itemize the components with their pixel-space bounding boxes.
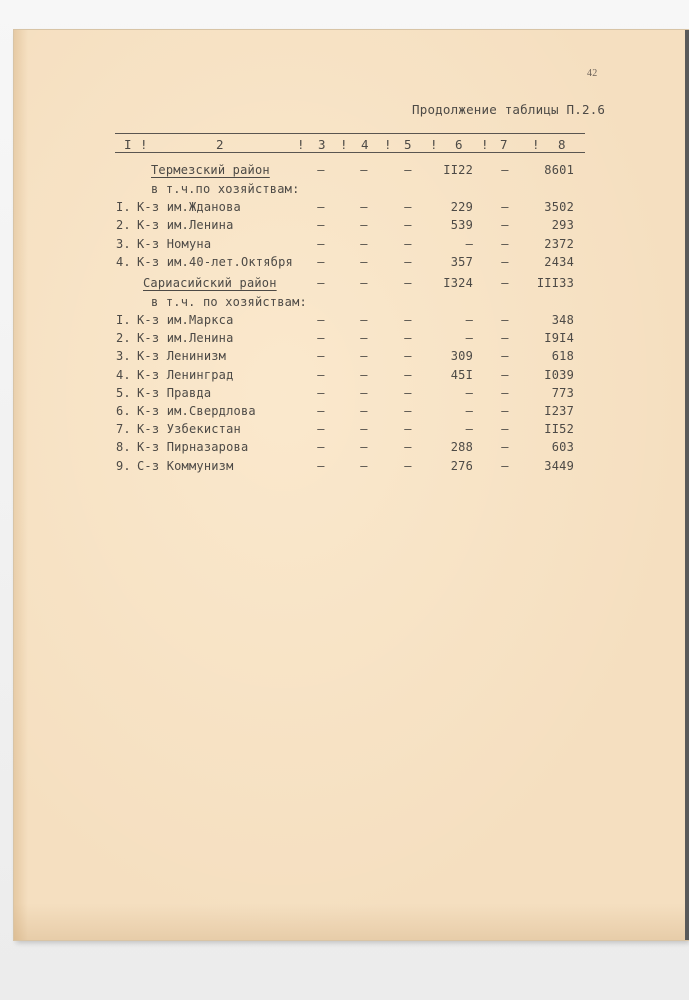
table-caption: Продолжение таблицы П.2.6 <box>412 102 606 117</box>
col-separator: ! <box>532 137 540 152</box>
farm-name: К-з Узбекистан <box>137 422 241 436</box>
cell-c6: – <box>465 404 473 418</box>
cell-c6: I324 <box>443 276 473 290</box>
cell-c6: 539 <box>450 218 473 232</box>
cell-c6: – <box>465 386 473 400</box>
farm-name: К-з Номуна <box>137 237 212 251</box>
cell-c4: – <box>360 255 368 269</box>
cell-c5: – <box>404 440 412 454</box>
cell-c6: 309 <box>450 349 473 363</box>
farm-number: I. <box>116 313 131 327</box>
farm-number: 9. <box>116 459 131 473</box>
page-edge-shadow <box>685 30 689 940</box>
cell-c8: 2372 <box>544 237 574 251</box>
col-header-4: 4 <box>361 137 369 152</box>
cell-c3: – <box>317 163 325 177</box>
cell-c4: – <box>360 331 368 345</box>
farm-name: К-з им.Жданова <box>137 200 241 214</box>
cell-c7: – <box>501 255 509 269</box>
cell-c5: – <box>404 218 412 232</box>
cell-c7: – <box>501 218 509 232</box>
cell-c3: – <box>317 218 325 232</box>
cell-c7: – <box>501 349 509 363</box>
farm-name: К-з им.Маркса <box>137 313 234 327</box>
cell-c4: – <box>360 163 368 177</box>
cell-c3: – <box>317 276 325 290</box>
cell-c7: – <box>501 404 509 418</box>
cell-c3: – <box>317 368 325 382</box>
farm-name: К-з им.40-лет.Октября <box>137 255 293 269</box>
cell-c3: – <box>317 422 325 436</box>
cell-c4: – <box>360 200 368 214</box>
col-separator: ! <box>384 137 392 152</box>
cell-c6: 45I <box>450 368 473 382</box>
cell-c3: – <box>317 404 325 418</box>
farm-number: 2. <box>116 331 131 345</box>
cell-c5: – <box>404 331 412 345</box>
farm-name: С-з Коммунизм <box>137 459 234 473</box>
farm-number: 3. <box>116 237 131 251</box>
page-number: 42 <box>587 68 598 79</box>
cell-c5: – <box>404 422 412 436</box>
cell-c6: – <box>465 313 473 327</box>
cell-c6: II22 <box>443 163 473 177</box>
cell-c3: – <box>317 459 325 473</box>
cell-c7: – <box>501 386 509 400</box>
farm-number: 2. <box>116 218 131 232</box>
cell-c8: I9I4 <box>544 331 574 345</box>
cell-c3: – <box>317 200 325 214</box>
cell-c4: – <box>360 440 368 454</box>
cell-c7: – <box>501 200 509 214</box>
cell-c5: – <box>404 386 412 400</box>
cell-c4: – <box>360 459 368 473</box>
cell-c5: – <box>404 255 412 269</box>
cell-c7: – <box>501 276 509 290</box>
cell-c4: – <box>360 237 368 251</box>
cell-c7: – <box>501 331 509 345</box>
table-header-top-rule <box>115 133 585 134</box>
cell-c3: – <box>317 313 325 327</box>
cell-c4: – <box>360 313 368 327</box>
cell-c8: III33 <box>536 276 574 290</box>
cell-c8: I039 <box>544 368 574 382</box>
cell-c7: – <box>501 422 509 436</box>
col-separator: ! <box>140 137 148 152</box>
cell-c7: – <box>501 440 509 454</box>
cell-c5: – <box>404 368 412 382</box>
district-subheading: в т.ч.по хозяйствам: <box>151 182 300 196</box>
farm-name: К-з Правда <box>137 386 212 400</box>
cell-c8: II52 <box>544 422 574 436</box>
cell-c7: – <box>501 163 509 177</box>
cell-c4: – <box>360 386 368 400</box>
col-header-2: 2 <box>216 137 224 152</box>
cell-c3: – <box>317 349 325 363</box>
cell-c5: – <box>404 459 412 473</box>
cell-c6: 229 <box>450 200 473 214</box>
farm-name: К-з им.Свердлова <box>137 404 256 418</box>
col-separator: ! <box>481 137 489 152</box>
cell-c3: – <box>317 386 325 400</box>
farm-number: 6. <box>116 404 131 418</box>
district-name: Термезский район <box>151 163 270 177</box>
col-header-6: 6 <box>455 137 463 152</box>
cell-c6: 357 <box>450 255 473 269</box>
cell-c8: 3502 <box>544 200 574 214</box>
farm-number: 7. <box>116 422 131 436</box>
cell-c5: – <box>404 404 412 418</box>
district-name: Сариасийский район <box>143 276 277 290</box>
col-separator: ! <box>340 137 348 152</box>
farm-name: К-з им.Ленина <box>137 331 234 345</box>
cell-c8: 603 <box>551 440 574 454</box>
col-header-5: 5 <box>404 137 412 152</box>
cell-c4: – <box>360 218 368 232</box>
col-header-3: 3 <box>318 137 326 152</box>
cell-c8: 773 <box>551 386 574 400</box>
cell-c3: – <box>317 440 325 454</box>
col-header-1: I <box>124 137 132 152</box>
cell-c5: – <box>404 349 412 363</box>
cell-c7: – <box>501 368 509 382</box>
farm-name: К-з Ленинизм <box>137 349 227 363</box>
cell-c7: – <box>501 459 509 473</box>
cell-c8: 8601 <box>544 163 574 177</box>
cell-c3: – <box>317 331 325 345</box>
cell-c5: – <box>404 163 412 177</box>
col-header-8: 8 <box>558 137 566 152</box>
document-page <box>14 30 688 940</box>
farm-name: К-з им.Ленина <box>137 218 234 232</box>
farm-number: 4. <box>116 368 131 382</box>
cell-c4: – <box>360 276 368 290</box>
cell-c8: 3449 <box>544 459 574 473</box>
farm-number: I. <box>116 200 131 214</box>
farm-name: К-з Ленинград <box>137 368 234 382</box>
cell-c8: 348 <box>551 313 574 327</box>
farm-number: 4. <box>116 255 131 269</box>
cell-c5: – <box>404 313 412 327</box>
cell-c3: – <box>317 255 325 269</box>
table-header-bottom-rule <box>115 152 585 153</box>
cell-c5: – <box>404 237 412 251</box>
cell-c7: – <box>501 313 509 327</box>
cell-c8: 2434 <box>544 255 574 269</box>
farm-number: 3. <box>116 349 131 363</box>
col-separator: ! <box>430 137 438 152</box>
cell-c6: – <box>465 422 473 436</box>
district-subheading: в т.ч. по хозяйствам: <box>151 295 307 309</box>
cell-c4: – <box>360 368 368 382</box>
cell-c4: – <box>360 422 368 436</box>
farm-number: 5. <box>116 386 131 400</box>
farm-name: К-з Пирназарова <box>137 440 249 454</box>
cell-c6: 288 <box>450 440 473 454</box>
farm-number: 8. <box>116 440 131 454</box>
cell-c8: I237 <box>544 404 574 418</box>
cell-c6: – <box>465 237 473 251</box>
cell-c4: – <box>360 349 368 363</box>
cell-c6: 276 <box>450 459 473 473</box>
cell-c6: – <box>465 331 473 345</box>
cell-c8: 618 <box>551 349 574 363</box>
col-separator: ! <box>297 137 305 152</box>
col-header-7: 7 <box>500 137 508 152</box>
cell-c4: – <box>360 404 368 418</box>
cell-c7: – <box>501 237 509 251</box>
cell-c5: – <box>404 276 412 290</box>
cell-c8: 293 <box>551 218 574 232</box>
cell-c3: – <box>317 237 325 251</box>
cell-c5: – <box>404 200 412 214</box>
